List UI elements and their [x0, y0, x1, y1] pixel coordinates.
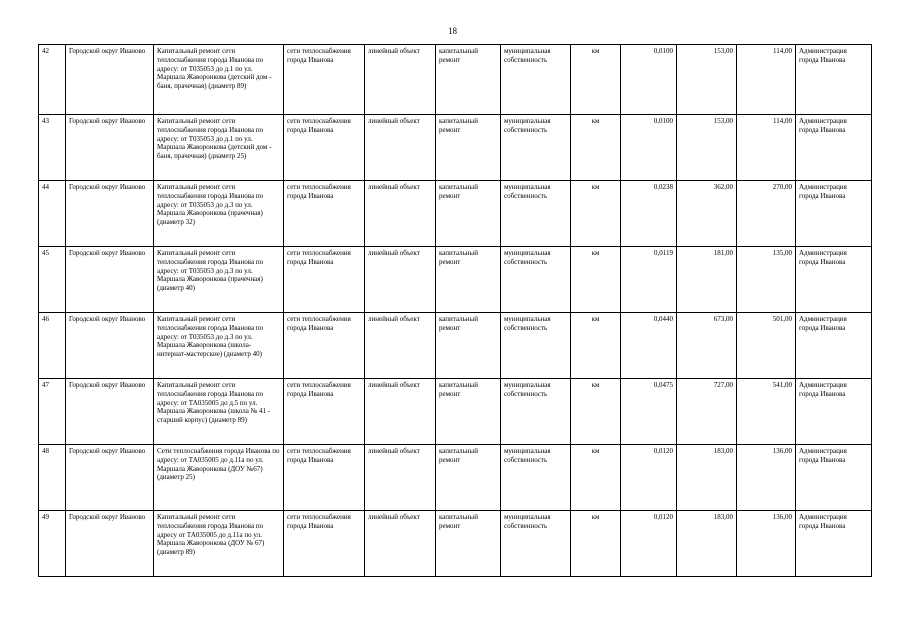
network-cell: сети теплоснабжения города Иванова	[284, 379, 365, 445]
cost-budget-cell: 270,00	[737, 181, 796, 247]
unit-cell: км	[571, 445, 621, 511]
table-row	[39, 511, 872, 577]
district-cell: Городской округ Иваново	[66, 247, 154, 313]
cost-total-cell: 153,00	[677, 45, 737, 115]
network-cell: сети теплоснабжения города Иванова	[284, 247, 365, 313]
work-type-cell: капитальный ремонт	[436, 511, 501, 577]
district-cell: Городской округ Иваново	[66, 313, 154, 379]
customer-cell: Администрация города Иванова	[796, 45, 872, 115]
ownership-cell: муниципальная собственность	[501, 313, 571, 379]
cost-budget-cell: 501,00	[737, 313, 796, 379]
object-name-cell: Сети теплоснабжения города Иванова по адресу: от ТА035005 до д.11а по ул. Маршала Жаворонкова (ДОУ №67) (диаметр 25)	[154, 445, 284, 511]
cost-total-cell: 183,00	[677, 445, 737, 511]
work-type-cell: капитальный ремонт	[436, 181, 501, 247]
table-row	[39, 313, 872, 379]
object-type-cell: линейный объект	[365, 45, 436, 115]
district-cell: Городской округ Иваново	[66, 511, 154, 577]
object-name-cell: Капитальный ремонт сети теплоснабжения города Иванова по адресу: от ТА035005 до д.5 по ул. Маршала Жаворонкова (школа № 41 - старший корпус) (диаметр 89)	[154, 379, 284, 445]
unit-cell: км	[571, 247, 621, 313]
cost-budget-cell: 541,00	[737, 379, 796, 445]
object-type-cell: линейный объект	[365, 313, 436, 379]
cost-budget-cell: 136,00	[737, 445, 796, 511]
quantity-cell: 0,0120	[621, 511, 677, 577]
customer-cell: Администрация города Иванова	[796, 379, 872, 445]
row-number: 45	[39, 247, 66, 313]
work-type-cell: капитальный ремонт	[436, 313, 501, 379]
customer-cell: Администрация города Иванова	[796, 445, 872, 511]
row-number: 43	[39, 115, 66, 181]
customer-cell: Администрация города Иванова	[796, 511, 872, 577]
unit-cell: км	[571, 115, 621, 181]
object-type-cell: линейный объект	[365, 379, 436, 445]
cost-budget-cell: 114,00	[737, 115, 796, 181]
row-number: 47	[39, 379, 66, 445]
object-type-cell: линейный объект	[365, 511, 436, 577]
row-number: 44	[39, 181, 66, 247]
cost-total-cell: 181,00	[677, 247, 737, 313]
network-cell: сети теплоснабжения города Иванова	[284, 313, 365, 379]
unit-cell: км	[571, 45, 621, 115]
table-row	[39, 181, 872, 247]
ownership-cell: муниципальная собственность	[501, 511, 571, 577]
customer-cell: Администрация города Иванова	[796, 313, 872, 379]
object-name-cell: Капитальный ремонт сети теплоснабжения города Иванова по адресу: от Т035053 до д.1 по ул. Маршала Жаворонкова (детский дом - баня, прачечная) (диаметр 25)	[154, 115, 284, 181]
network-cell: сети теплоснабжения города Иванова	[284, 445, 365, 511]
network-cell: сети теплоснабжения города Иванова	[284, 115, 365, 181]
quantity-cell: 0,0119	[621, 247, 677, 313]
unit-cell: км	[571, 313, 621, 379]
row-number: 42	[39, 45, 66, 115]
unit-cell: км	[571, 181, 621, 247]
object-name-cell: Капитальный ремонт сети теплоснабжения города Иванова по адресу: от Т035053 до д.3 по ул. Маршала Жаворонкова (школа-интернат-мастерские) (диаметр 40)	[154, 313, 284, 379]
quantity-cell: 0,0238	[621, 181, 677, 247]
quantity-cell: 0,0100	[621, 45, 677, 115]
quantity-cell: 0,0475	[621, 379, 677, 445]
ownership-cell: муниципальная собственность	[501, 181, 571, 247]
quantity-cell: 0,0120	[621, 445, 677, 511]
cost-budget-cell: 114,00	[737, 45, 796, 115]
row-number: 48	[39, 445, 66, 511]
customer-cell: Администрация города Иванова	[796, 247, 872, 313]
quantity-cell: 0,0100	[621, 115, 677, 181]
table-body	[39, 45, 872, 577]
page-number: 18	[448, 26, 457, 36]
district-cell: Городской округ Иваново	[66, 45, 154, 115]
object-type-cell: линейный объект	[365, 181, 436, 247]
ownership-cell: муниципальная собственность	[501, 115, 571, 181]
network-cell: сети теплоснабжения города Иванова	[284, 511, 365, 577]
object-type-cell: линейный объект	[365, 247, 436, 313]
cost-total-cell: 153,00	[677, 115, 737, 181]
object-name-cell: Капитальный ремонт сети теплоснабжения города Иванова по адресу: от Т035053 до д.3 по ул. Маршала Жаворонкова (прачечная) (диаметр 40)	[154, 247, 284, 313]
cost-total-cell: 673,00	[677, 313, 737, 379]
table-row	[39, 247, 872, 313]
district-cell: Городской округ Иваново	[66, 445, 154, 511]
object-name-cell: Капитальный ремонт сети теплоснабжения города Иванова по адресу: от Т035053 до д.1 по ул. Маршала Жаворонкова (детский дом - баня, прачечная) (диаметр 89)	[154, 45, 284, 115]
district-cell: Городской округ Иваново	[66, 181, 154, 247]
object-type-cell: линейный объект	[365, 445, 436, 511]
ownership-cell: муниципальная собственность	[501, 379, 571, 445]
work-type-cell: капитальный ремонт	[436, 115, 501, 181]
network-cell: сети теплоснабжения города Иванова	[284, 181, 365, 247]
customer-cell: Администрация города Иванова	[796, 115, 872, 181]
object-name-cell: Капитальный ремонт сети теплоснабжения города Иванова по адресу: от Т035053 до д.3 по ул. Маршала Жаворонкова (прачечная) (диаметр 32)	[154, 181, 284, 247]
cost-total-cell: 362,00	[677, 181, 737, 247]
row-number: 49	[39, 511, 66, 577]
work-type-cell: капитальный ремонт	[436, 45, 501, 115]
cost-total-cell: 183,00	[677, 511, 737, 577]
ownership-cell: муниципальная собственность	[501, 247, 571, 313]
unit-cell: км	[571, 379, 621, 445]
quantity-cell: 0,0440	[621, 313, 677, 379]
row-number: 46	[39, 313, 66, 379]
unit-cell: км	[571, 511, 621, 577]
object-name-cell: Капитальный ремонт сети теплоснабжения города Иванова по адресу от ТА035005 до д.11а по ул. Маршала Жаворонкова (ДОУ № 67) (диаметр 89)	[154, 511, 284, 577]
ownership-cell: муниципальная собственность	[501, 445, 571, 511]
district-cell: Городской округ Иваново	[66, 115, 154, 181]
network-cell: сети теплоснабжения города Иванова	[284, 45, 365, 115]
district-cell: Городской округ Иваново	[66, 379, 154, 445]
table-row	[39, 379, 872, 445]
work-type-cell: капитальный ремонт	[436, 247, 501, 313]
work-type-cell: капитальный ремонт	[436, 379, 501, 445]
ownership-cell: муниципальная собственность	[501, 45, 571, 115]
cost-budget-cell: 136,00	[737, 511, 796, 577]
table-row	[39, 115, 872, 181]
cost-total-cell: 727,00	[677, 379, 737, 445]
table-row	[39, 45, 872, 115]
cost-budget-cell: 135,00	[737, 247, 796, 313]
work-type-cell: капитальный ремонт	[436, 445, 501, 511]
capital-repair-table	[38, 44, 872, 577]
object-type-cell: линейный объект	[365, 115, 436, 181]
customer-cell: Администрация города Иванова	[796, 181, 872, 247]
table-row	[39, 445, 872, 511]
